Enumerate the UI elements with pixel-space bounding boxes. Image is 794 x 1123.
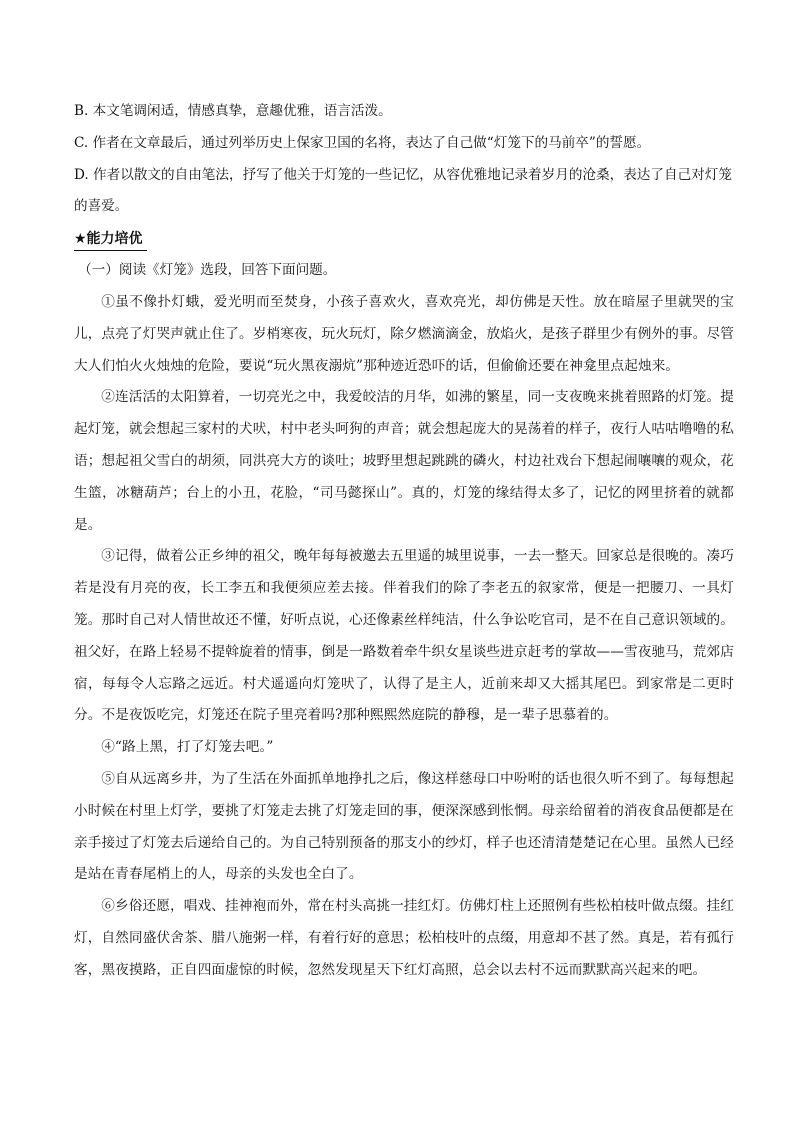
paragraph-1: ①虽不像扑灯蛾，爱光明而至焚身，小孩子喜欢火，喜欢亮光，却仿佛是天性。放在暗屋子里就哭的宝儿，点亮了灯哭声就止住了。岁梢寒夜，玩火玩灯，除夕燃滴滴金，放焰火，是孩子群里少有例外的事。尽管大人们怕火火烛烛的危险，要说“玩火黑夜溺炕”那种迹近恐吓的话，但偷偷还要在神龛里点起烛来。 [74, 293, 734, 374]
section-title: ★能力培优 [74, 228, 147, 251]
option-d: D. 作者以散文的自由笔法，抒写了他关于灯笼的一些记忆，从容优雅地记录着岁月的沧桑，表达了自己对灯笼的喜爱。 [74, 166, 732, 215]
option-b: B. 本文笔调闲适，情感真挚，意趣优雅，语言活泼。 [74, 103, 392, 119]
paragraph-5: ⑤自从远离乡井，为了生活在外面抓单地挣扎之后，像这样慈母口中吩咐的话也很久听不到了。每每想起小时候在村里上灯学，要挑了灯笼走去挑了灯笼走回的事，便深深感到怅惘。母亲给留着的消夜食品便都是在亲手接过了灯笼去后递给自己的。为自己特别预备的那支小的纱灯，样子也还清清楚楚记在心里。虽然人已经是站在青春尾梢上的人，母亲的头发也全白了。 [74, 770, 734, 883]
paragraph-4: ④“路上黑，打了灯笼去吧。” [101, 739, 274, 756]
reading-prompt: （一）阅读《灯笼》选段，回答下面问题。 [78, 262, 337, 279]
option-c: C. 作者在文章最后，通过列举历史上保家卫国的名将，表达了自己做“灯笼下的马前卒”的誓愿。 [74, 134, 651, 151]
paragraph-6: ⑥乡俗还愿，唱戏、挂神袍而外，常在村头高挑一挂红灯。仿佛灯柱上还照例有些松柏枝叶做点缀。挂红灯，自然同盛伏舍茶、腊八施粥一样，有着行好的意思；松柏枝叶的点缀，用意却不甚了然。真是，若有孤行客，黑夜摸路，正自四面虚惊的时候，忽然发现星天下红灯高照，总会以去村不远而默默高兴起来的吧。 [74, 898, 734, 978]
section-header [74, 223, 734, 255]
document-content [74, 96, 734, 987]
paragraph-3: ③记得，做着公正乡绅的祖父，晚年每每被邀去五里遥的城里说事，一去一整天。回家总是很晚的。凑巧若是没有月亮的夜，长工李五和我便须应差去接。伴着我们的除了李老五的叙家常，便是一把腰刀、一具灯笼。那时自己对人情世故还不懂，好听点说，心还像素丝样纯洁，什么争讼吃官司，是不在自己意识领域的。祖父好，在路上轻易不提斡旋着的情事，倒是一路数着牵牛织女星谈些进京赶考的掌故——雪夜驰马，荒郊店宿，每每令人忘路之远近。村犬遥遥向灯笼吠了，认得了是主人，近前来却又大摇其尾巴。到家常是二更时分。不是夜饭吃完，灯笼还在院子里亮着吗?那种熙熙然庭院的静穆，是一辈子思慕着的。 [74, 548, 734, 724]
paragraph-2: ②连活活的太阳算着，一切亮光之中，我爱皎洁的月华，如沸的繁星，同一支夜晚来挑着照路的灯笼。提起灯笼，就会想起三家村的犬吠，村中老头呵狗的声音；就会想起庞大的晃荡着的样子，夜行人咕咕噜噜的私语；想起祖父雪白的胡须，同洪亮大方的谈吐；坡野里想起跳跳的磷火，村边社戏台下想起闹嚷嚷的观众，花生篮，冰糖葫芦；台上的小丑，花脸，“司马懿探山”。真的，灯笼的缘结得太多了，记忆的网里挤着的就都是。 [74, 389, 734, 533]
